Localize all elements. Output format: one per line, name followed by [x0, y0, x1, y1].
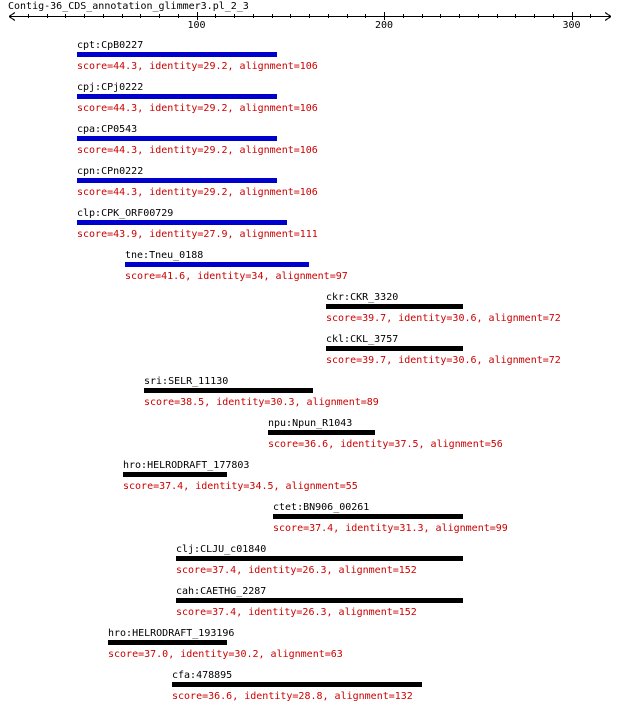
hit-alignment-bar[interactable]: [125, 262, 309, 267]
hit-score-text: score=44.3, identity=29.2, alignment=106: [77, 187, 318, 198]
hit-score-text: score=41.6, identity=34, alignment=97: [125, 271, 348, 282]
hit-row: [0, 670, 620, 712]
hit-name[interactable]: ctet:BN906_00261: [273, 502, 370, 513]
hit-name[interactable]: cpj:CPj0222: [77, 82, 144, 93]
hit-alignment-bar[interactable]: [326, 346, 463, 351]
hit-alignment-bar[interactable]: [77, 52, 277, 57]
hit-score-text: score=36.6, identity=37.5, alignment=56: [268, 439, 503, 450]
hit-row: [0, 292, 620, 334]
ruler-right-arrow: [605, 17, 611, 21]
ruler-right-arrow: [605, 13, 611, 17]
ruler-left-arrow: [9, 17, 15, 21]
hit-row: [0, 502, 620, 544]
hit-score-text: score=44.3, identity=29.2, alignment=106: [77, 145, 318, 156]
hit-score-text: score=36.6, identity=28.8, alignment=132: [172, 691, 413, 702]
hit-row: [0, 208, 620, 250]
ruler-tick-label: 300: [562, 20, 581, 31]
hit-score-text: score=43.9, identity=27.9, alignment=111: [77, 229, 318, 240]
hit-alignment-bar[interactable]: [77, 178, 277, 183]
hit-alignment-bar[interactable]: [268, 430, 375, 435]
hit-row: [0, 40, 620, 82]
hit-name[interactable]: cfa:478895: [172, 670, 233, 681]
hit-alignment-bar[interactable]: [123, 472, 227, 477]
hit-score-text: score=37.0, identity=30.2, alignment=63: [108, 649, 343, 660]
hit-name[interactable]: cpt:CpB0227: [77, 40, 144, 51]
hit-name[interactable]: cpa:CP0543: [77, 124, 138, 135]
hit-name[interactable]: clj:CLJU_c01840: [176, 544, 267, 555]
hit-row: [0, 334, 620, 376]
hit-name[interactable]: clp:CPK_ORF00729: [77, 208, 174, 219]
hit-score-text: score=37.4, identity=26.3, alignment=152: [176, 607, 417, 618]
hit-score-text: score=38.5, identity=30.3, alignment=89: [144, 397, 379, 408]
position-ruler: [0, 0, 620, 34]
hit-alignment-bar[interactable]: [144, 388, 313, 393]
hit-row: [0, 628, 620, 670]
hit-name[interactable]: ckr:CKR_3320: [326, 292, 399, 303]
hit-row: [0, 124, 620, 166]
hit-score-text: score=37.4, identity=31.3, alignment=99: [273, 523, 508, 534]
hit-row: [0, 376, 620, 418]
hit-row: [0, 82, 620, 124]
ruler-tick-label: 200: [374, 20, 394, 31]
hit-name[interactable]: cah:CAETHG_2287: [176, 586, 267, 597]
hit-alignment-bar[interactable]: [108, 640, 227, 645]
hit-row: [0, 586, 620, 628]
hit-row: [0, 250, 620, 292]
hit-row: [0, 166, 620, 208]
hit-row: [0, 460, 620, 502]
hit-score-text: score=37.4, identity=34.5, alignment=55: [123, 481, 358, 492]
hit-alignment-bar[interactable]: [172, 682, 422, 687]
hit-row: [0, 544, 620, 586]
hit-alignment-bar[interactable]: [176, 598, 463, 603]
contig-title: Contig-36_CDS_annotation_glimmer3.pl_2_3: [8, 1, 249, 12]
hit-score-text: score=39.7, identity=30.6, alignment=72: [326, 355, 561, 366]
hit-name[interactable]: hro:HELRODRAFT_193196: [108, 628, 235, 639]
hit-score-text: score=37.4, identity=26.3, alignment=152: [176, 565, 417, 576]
hit-alignment-bar[interactable]: [77, 94, 277, 99]
hit-name[interactable]: sri:SELR_11130: [144, 376, 229, 387]
hit-name[interactable]: cpn:CPn0222: [77, 166, 144, 177]
hit-score-text: score=39.7, identity=30.6, alignment=72: [326, 313, 561, 324]
hit-name[interactable]: hro:HELRODRAFT_177803: [123, 460, 250, 471]
ruler-tick-label: 100: [187, 20, 206, 31]
hit-alignment-bar[interactable]: [77, 220, 287, 225]
ruler-left-arrow: [9, 13, 15, 17]
hit-name[interactable]: npu:Npun_R1043: [268, 418, 353, 429]
hit-alignment-bar[interactable]: [273, 514, 463, 519]
hit-alignment-bar[interactable]: [326, 304, 463, 309]
hit-name[interactable]: tne:Tneu_0188: [125, 250, 204, 261]
hit-score-text: score=44.3, identity=29.2, alignment=106: [77, 103, 318, 114]
hit-alignment-bar[interactable]: [176, 556, 463, 561]
hit-score-text: score=44.3, identity=29.2, alignment=106: [77, 61, 318, 72]
hit-row: [0, 418, 620, 460]
hit-alignment-bar[interactable]: [77, 136, 277, 141]
hit-name[interactable]: ckl:CKL_3757: [326, 334, 399, 345]
